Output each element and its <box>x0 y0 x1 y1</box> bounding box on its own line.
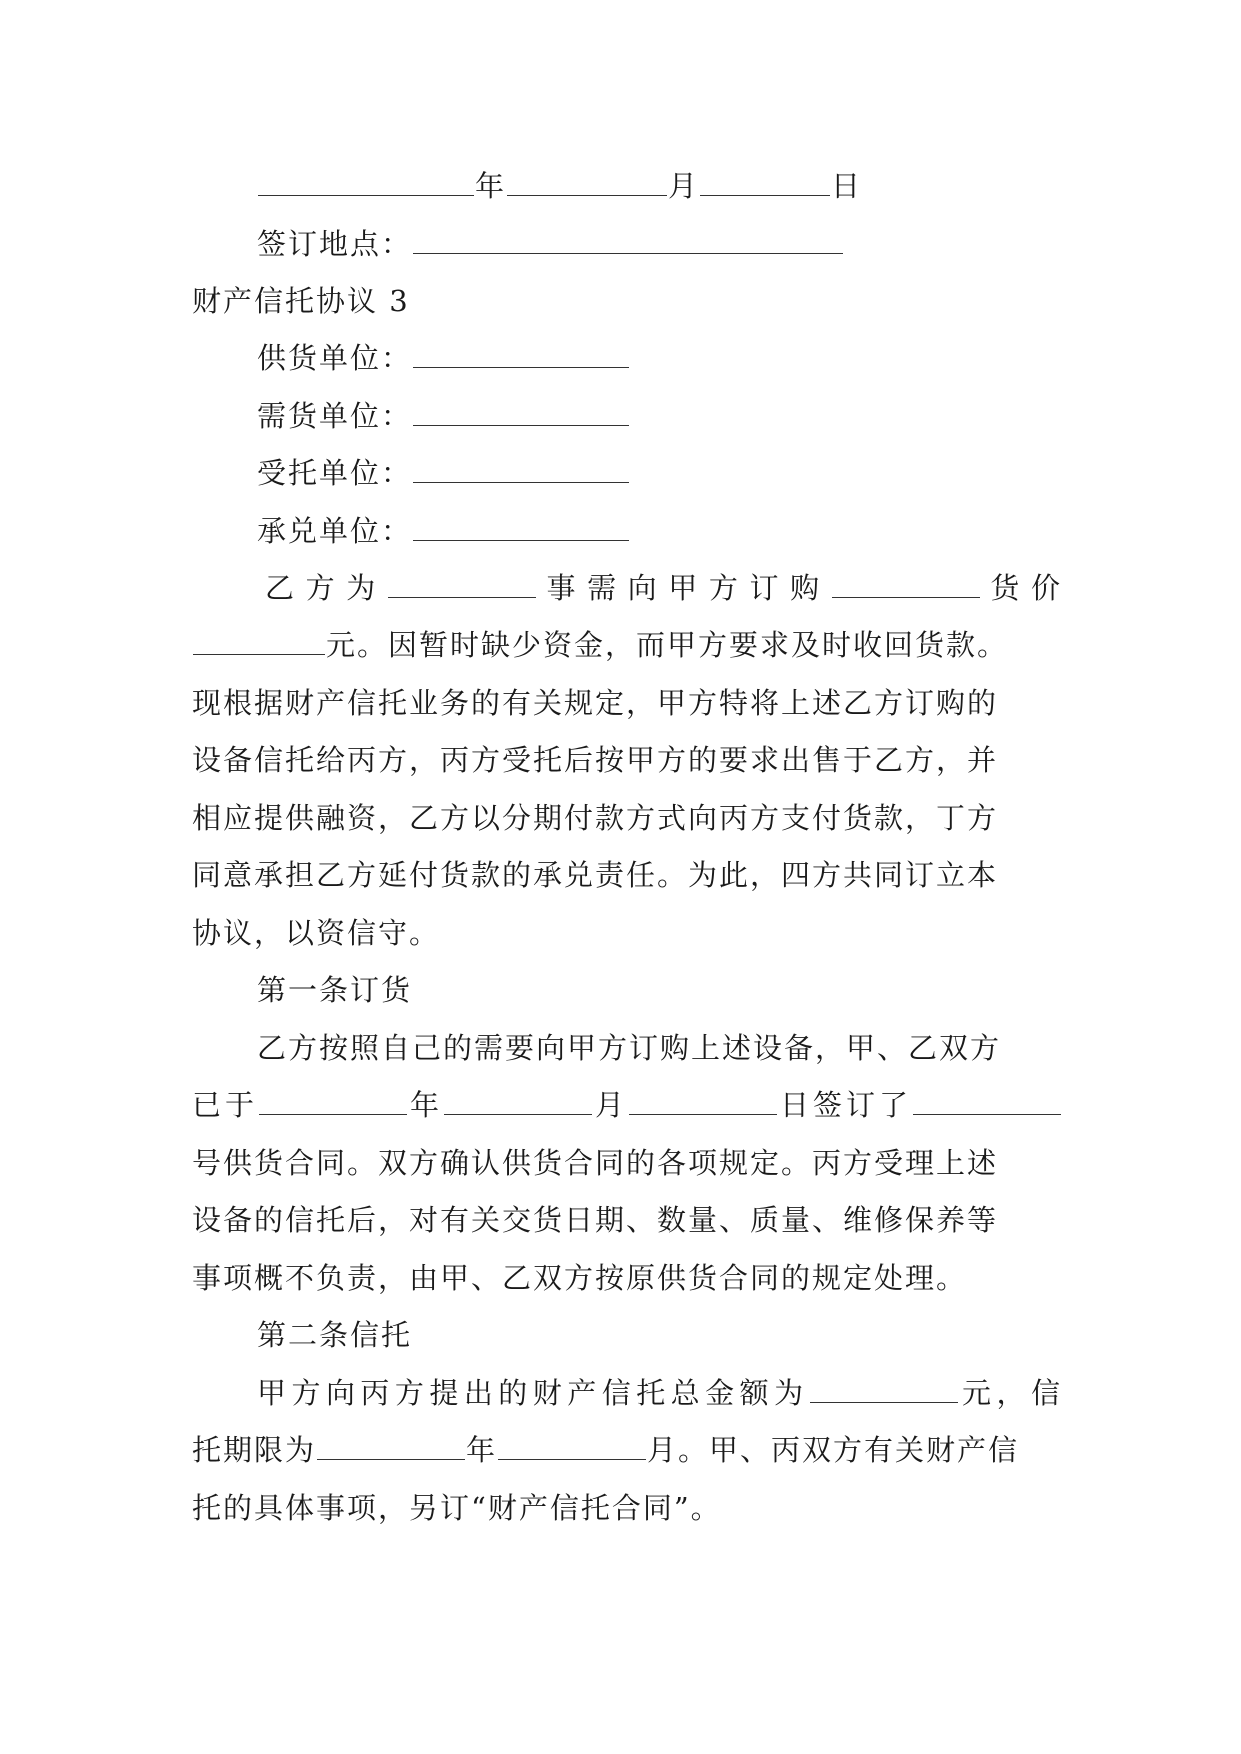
intro-line-4: 设备信托给丙方，丙方受托后按甲方的要求出售于乙方，并 <box>192 743 999 777</box>
intro-line-1 <box>265 566 1062 610</box>
article-2-line-3: 托的具体事项，另订“财产信托合同”。 <box>192 1491 722 1525</box>
agreement-title: 财产信托协议 3 <box>192 284 410 318</box>
party-blank[interactable] <box>413 512 629 541</box>
month-blank[interactable] <box>507 167 667 196</box>
year-label: 年 <box>475 169 507 203</box>
article-1-blank[interactable] <box>259 1086 407 1115</box>
party-label: 受托单位： <box>257 456 413 490</box>
article-1-line-2 <box>192 1083 1062 1127</box>
article-1-blank[interactable] <box>913 1086 1061 1115</box>
intro-line-6: 同意承担乙方延付货款的承兑责任。为此，四方共同订立本 <box>192 858 999 892</box>
party-line-supplier <box>257 336 1062 380</box>
article-1-text: 年 <box>408 1088 443 1122</box>
party-label: 承兑单位： <box>257 514 413 548</box>
article-1-text: 日签订了 <box>778 1088 912 1122</box>
party-line-buyer <box>257 394 1062 438</box>
day-blank[interactable] <box>700 167 830 196</box>
article-2-text: 托期限为 <box>192 1433 317 1467</box>
article-2-line-1 <box>257 1371 1062 1415</box>
intro-text: 事需向甲方订购 <box>536 571 831 605</box>
day-label: 日 <box>831 169 863 203</box>
intro-blank[interactable] <box>193 626 325 655</box>
intro-text: 乙方为 <box>265 571 387 605</box>
article-2-blank[interactable] <box>498 1431 646 1460</box>
intro-line-5: 相应提供融资，乙方以分期付款方式向丙方支付货款，丁方 <box>192 801 999 835</box>
article-1-heading: 第一条订货 <box>257 973 413 1007</box>
article-1-blank[interactable] <box>629 1086 777 1115</box>
article-2-text: 元，信 <box>958 1376 1062 1410</box>
party-line-acceptor <box>257 509 1062 553</box>
year-blank[interactable] <box>258 167 474 196</box>
party-blank[interactable] <box>413 397 629 426</box>
month-label: 月 <box>668 169 700 203</box>
article-2-line-2 <box>192 1428 1062 1472</box>
article-2-blank[interactable] <box>810 1374 958 1403</box>
signing-place-line <box>257 222 1062 266</box>
article-1-text: 月 <box>593 1088 628 1122</box>
signing-place-label: 签订地点： <box>257 227 413 261</box>
intro-blank[interactable] <box>388 569 536 598</box>
article-1-blank[interactable] <box>444 1086 592 1115</box>
date-line <box>257 164 1062 208</box>
party-label: 供货单位： <box>257 341 413 375</box>
party-blank[interactable] <box>413 454 629 483</box>
article-2-heading: 第二条信托 <box>257 1318 413 1352</box>
party-blank[interactable] <box>413 339 629 368</box>
article-1-line-1: 乙方按照自己的需要向甲方订购上述设备，甲、乙双方 <box>257 1031 1002 1065</box>
article-2-text: 年 <box>466 1433 498 1467</box>
party-label: 需货单位： <box>257 399 413 433</box>
party-line-trustee <box>257 451 1062 495</box>
article-1-line-5: 事项概不负责，由甲、乙双方按原供货合同的规定处理。 <box>192 1261 968 1295</box>
article-2-blank[interactable] <box>317 1431 465 1460</box>
intro-text: 元。因暂时缺少资金，而甲方要求及时收回货款。 <box>326 628 1009 662</box>
article-1-line-4: 设备的信托后，对有关交货日期、数量、质量、维修保养等 <box>192 1203 999 1237</box>
intro-text: 货价 <box>980 571 1062 605</box>
signing-place-blank[interactable] <box>413 225 843 254</box>
intro-line-2 <box>192 623 1062 667</box>
intro-line-3: 现根据财产信托业务的有关规定，甲方特将上述乙方订购的 <box>192 686 999 720</box>
article-1-line-3: 号供货合同。双方确认供货合同的各项规定。丙方受理上述 <box>192 1146 999 1180</box>
article-2-text: 甲方向丙方提出的财产信托总金额为 <box>257 1376 809 1410</box>
article-2-text: 月。甲、丙双方有关财产信 <box>647 1433 1020 1467</box>
intro-blank[interactable] <box>832 569 980 598</box>
intro-line-7: 协议，以资信守。 <box>192 916 441 950</box>
article-1-text: 已于 <box>192 1088 258 1122</box>
